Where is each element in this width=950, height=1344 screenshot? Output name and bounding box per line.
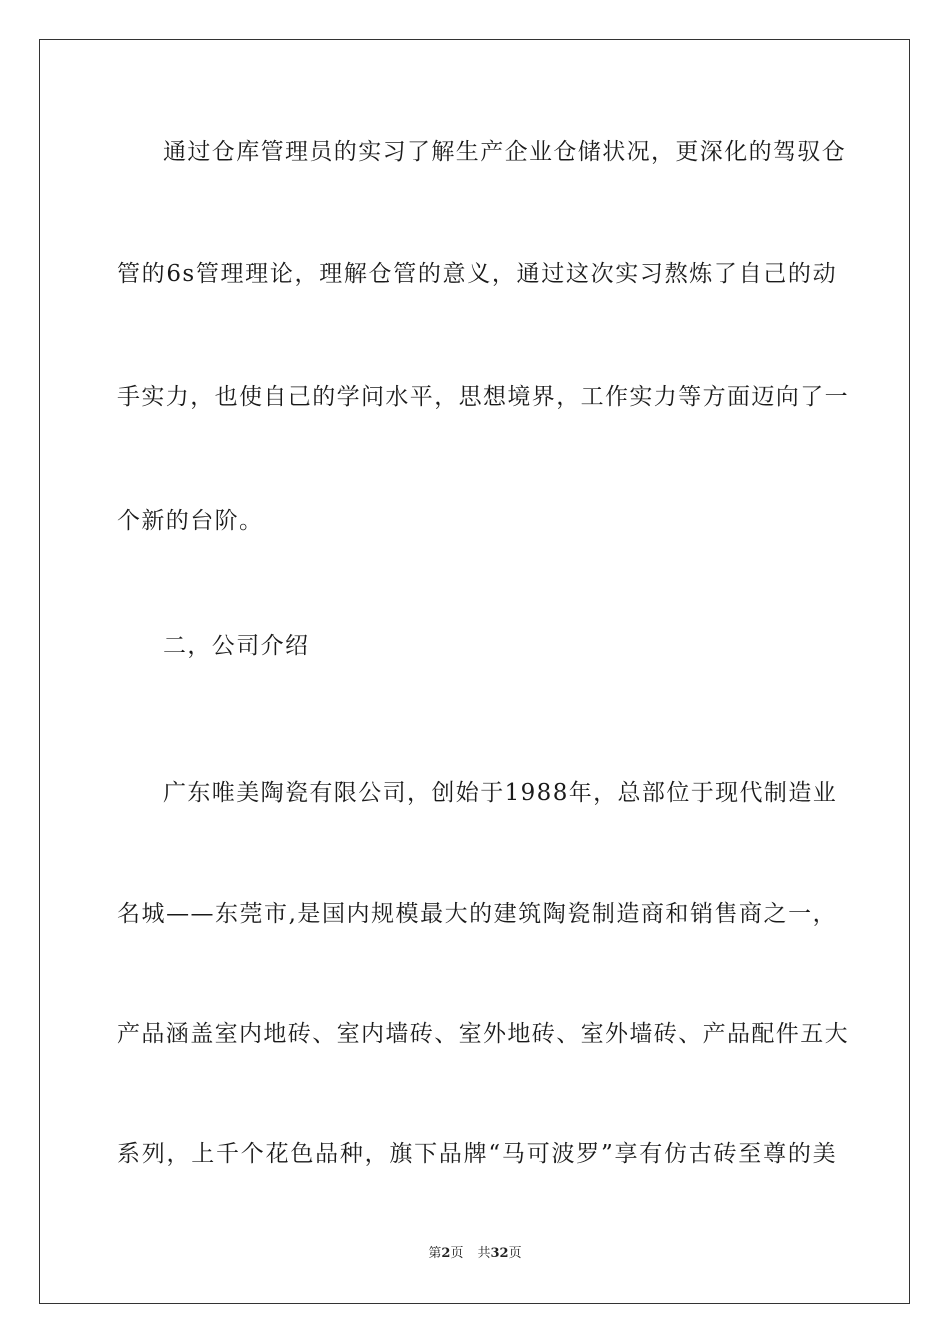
paragraph-2-line-4: 系列，上千个花色品种，旗下品牌“马可波罗”享有仿古砖至尊的美 [117,1141,837,1167]
section-heading: 二，公司介绍 [163,633,310,659]
footer-page-suffix: 页 [450,1246,464,1261]
paragraph-1-line-3: 手实力，也使自己的学问水平，思想境界，工作实力等方面迈向了一 [117,384,849,410]
footer-page-number: 2 [441,1246,451,1261]
paragraph-1-line-1: 通过仓库管理员的实习了解生产企业仓储状况，更深化的驾驭仓 [163,139,847,165]
paragraph-2-line-2: 名城——东莞市,是国内规模最大的建筑陶瓷制造商和销售商之一， [117,901,837,927]
page-footer [0,1245,950,1263]
footer-total-pages: 32 [490,1246,509,1261]
footer-page-prefix: 第 [428,1246,442,1261]
paragraph-2-line-1: 广东唯美陶瓷有限公司，创始于1988年，总部位于现代制造业 [163,780,838,806]
paragraph-2-line-3: 产品涵盖室内地砖、室内墙砖、室外地砖、室外墙砖、产品配件五大 [117,1021,849,1047]
paragraph-1-line-4: 个新的台阶。 [117,508,264,534]
page-border [39,39,910,1304]
paragraph-1-line-2: 管的6s管理理论，理解仓管的意义，通过这次实习熬炼了自己的动 [117,261,837,287]
footer-total-suffix: 页 [508,1246,522,1261]
footer-total-prefix: 共 [477,1246,491,1261]
